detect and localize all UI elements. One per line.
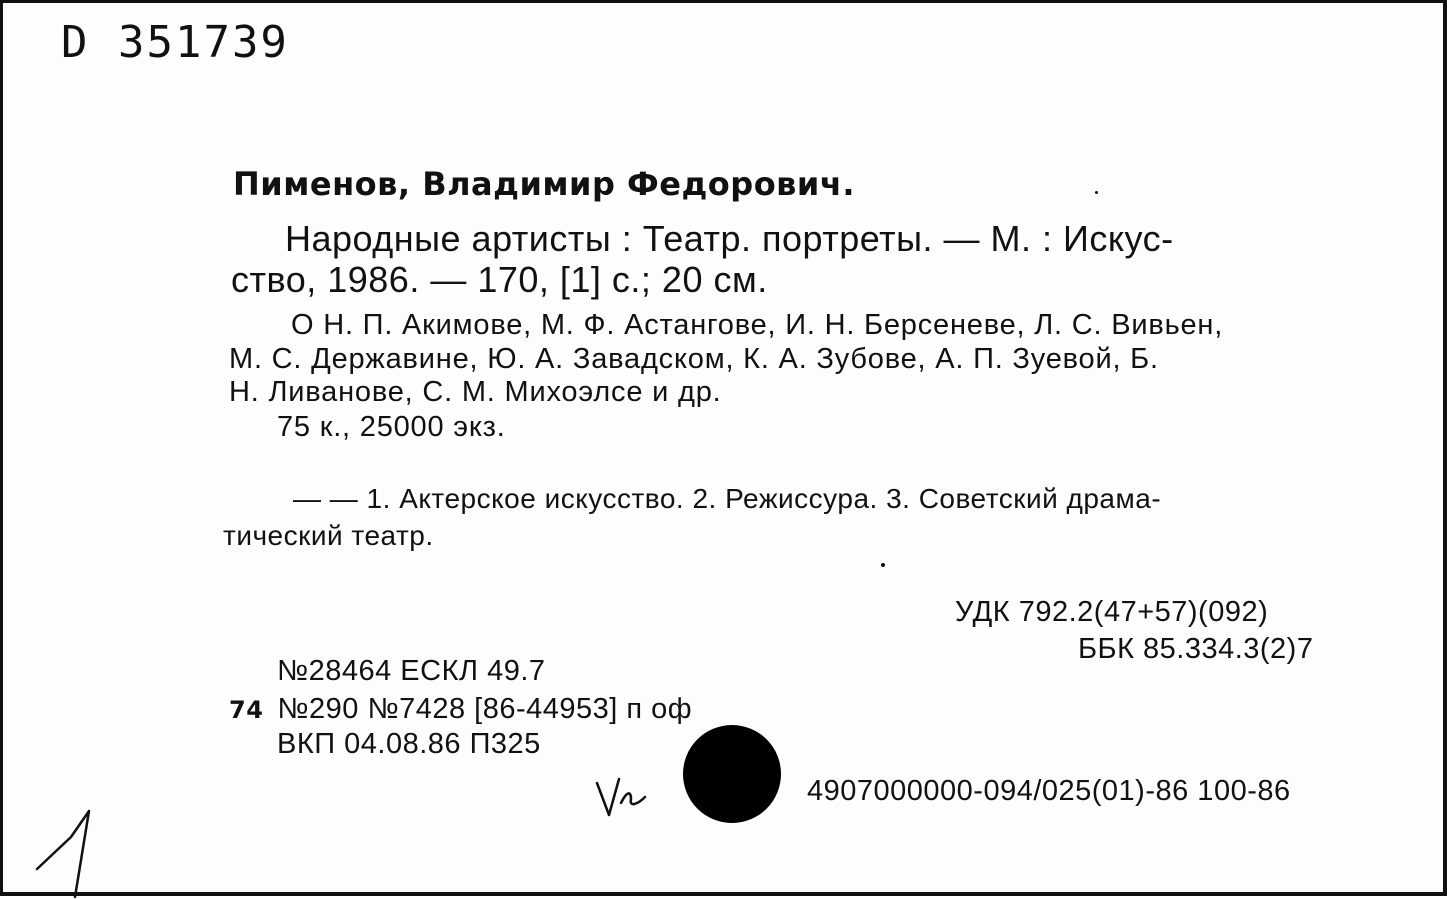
speck-dot (1095, 191, 1098, 194)
accession-line-2 (229, 693, 692, 726)
author-heading: Пименов, Владимир Федорович. (233, 165, 855, 203)
notes-line-3: Н. Ливанове, С. М. Михоэлсе и др. (229, 376, 722, 408)
call-number: D 351739 (61, 17, 289, 68)
accession-line-3: ВКП 04.08.86 П325 (277, 728, 541, 760)
title-line-2: ство, 1986. — 170, [1] с.; 20 см. (231, 259, 768, 300)
notes-line-2: М. С. Державине, Ю. А. Завадском, К. А. Зубове, А. П. Зуевой, Б. (229, 343, 1159, 375)
punch-hole (683, 725, 781, 823)
accession-prefix: 74 (229, 696, 264, 724)
title-line-1: Народные артисты : Театр. портреты. — М. : Искус- (285, 218, 1174, 259)
isbn-code: 4907000000-094/025(01)-86 100-86 (807, 775, 1291, 807)
handwritten-number-one (31, 809, 111, 899)
price-line: 75 к., 25000 экз. (277, 411, 506, 443)
subjects-line-1: — — 1. Актерское искусство. 2. Режиссура. 3. Советский драма- (293, 483, 1162, 514)
subjects-line-2: тический театр. (223, 520, 434, 551)
handwritten-check-mark (593, 773, 653, 823)
speck-dot (881, 563, 885, 567)
bbk-classification: ББК 85.334.3(2)7 (1078, 633, 1314, 665)
udk-classification: УДК 792.2(47+57)(092) (955, 596, 1269, 628)
notes-line-1: О Н. П. Акимове, М. Ф. Астангове, И. Н. Берсеневе, Л. С. Вивьен, (291, 309, 1224, 341)
accession-line-2-text: №290 №7428 [86-44953] п оф (277, 693, 693, 725)
accession-line-1: №28464 ЕСКЛ 49.7 (277, 655, 546, 687)
